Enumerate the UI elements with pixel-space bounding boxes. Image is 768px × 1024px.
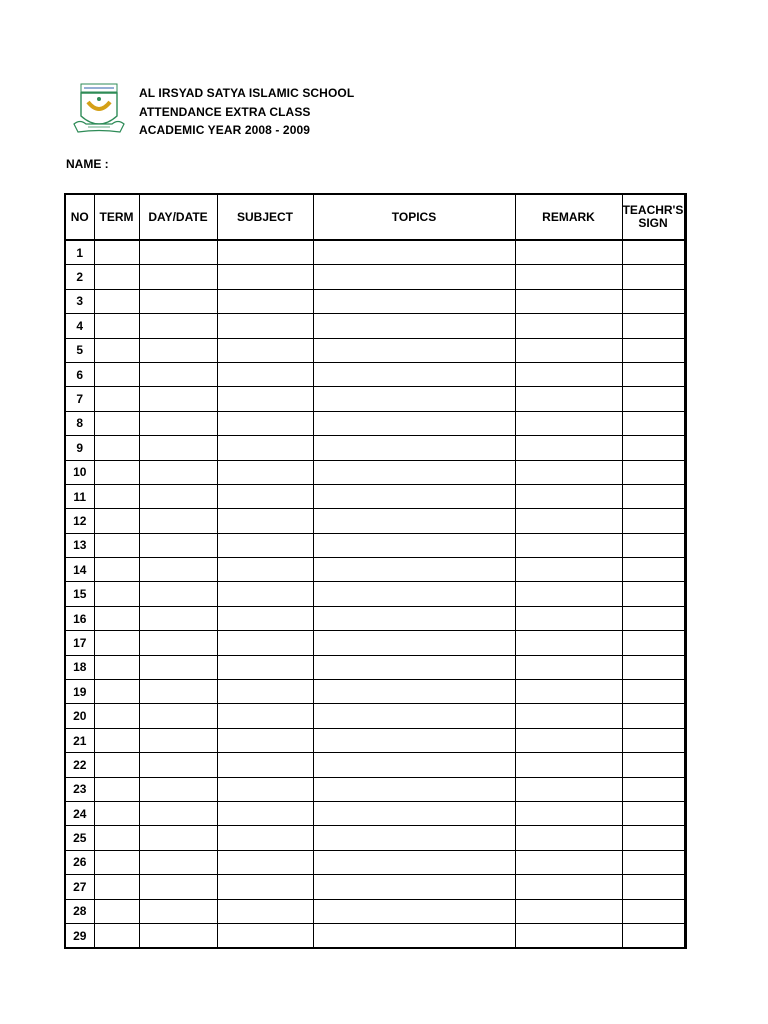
table-row xyxy=(65,411,685,435)
cell-day-date[interactable] xyxy=(139,826,217,850)
cell-day-date[interactable] xyxy=(139,899,217,923)
cell-subject[interactable] xyxy=(217,728,313,752)
cell-remark[interactable] xyxy=(515,558,622,582)
cell-topics[interactable] xyxy=(313,704,515,728)
cell-remark[interactable] xyxy=(515,362,622,386)
row-number: 29 xyxy=(65,923,94,948)
col-header-day-date: DAY/DATE xyxy=(139,194,217,240)
cell-term[interactable] xyxy=(94,680,139,704)
cell-term[interactable] xyxy=(94,582,139,606)
cell-day-date[interactable] xyxy=(139,850,217,874)
cell-term[interactable] xyxy=(94,728,139,752)
table-body xyxy=(65,240,685,948)
row-number: 2 xyxy=(65,265,94,289)
row-number: 8 xyxy=(65,411,94,435)
cell-remark[interactable] xyxy=(515,582,622,606)
cell-subject[interactable] xyxy=(217,704,313,728)
cell-remark[interactable] xyxy=(515,655,622,679)
col-header-subject: SUBJECT xyxy=(217,194,313,240)
school-crest-icon xyxy=(72,82,126,138)
row-number: 7 xyxy=(65,387,94,411)
cell-day-date[interactable] xyxy=(139,704,217,728)
cell-day-date[interactable] xyxy=(139,582,217,606)
row-number: 25 xyxy=(65,826,94,850)
cell-topics[interactable] xyxy=(313,460,515,484)
table-row xyxy=(65,704,685,728)
cell-topics[interactable] xyxy=(313,582,515,606)
cell-topics[interactable] xyxy=(313,850,515,874)
cell-day-date[interactable] xyxy=(139,801,217,825)
table-row xyxy=(65,753,685,777)
table-header-row xyxy=(65,194,685,240)
cell-subject[interactable] xyxy=(217,582,313,606)
cell-remark[interactable] xyxy=(515,826,622,850)
cell-teacher-sign[interactable] xyxy=(622,338,685,362)
row-number: 27 xyxy=(65,875,94,899)
cell-day-date[interactable] xyxy=(139,484,217,508)
cell-teacher-sign[interactable] xyxy=(622,680,685,704)
cell-term[interactable] xyxy=(94,631,139,655)
cell-subject[interactable] xyxy=(217,899,313,923)
cell-subject[interactable] xyxy=(217,631,313,655)
cell-remark[interactable] xyxy=(515,631,622,655)
cell-teacher-sign[interactable] xyxy=(622,436,685,460)
school-name: AL IRSYAD SATYA ISLAMIC SCHOOL xyxy=(139,86,355,100)
cell-teacher-sign[interactable] xyxy=(622,387,685,411)
col-header-remark: REMARK xyxy=(515,194,622,240)
cell-subject[interactable] xyxy=(217,460,313,484)
cell-day-date[interactable] xyxy=(139,875,217,899)
row-number: 24 xyxy=(65,801,94,825)
cell-subject[interactable] xyxy=(217,362,313,386)
cell-term[interactable] xyxy=(94,777,139,801)
cell-subject[interactable] xyxy=(217,240,313,265)
cell-teacher-sign[interactable] xyxy=(622,826,685,850)
cell-remark[interactable] xyxy=(515,728,622,752)
cell-remark[interactable] xyxy=(515,460,622,484)
attendance-table xyxy=(64,193,687,949)
row-number: 28 xyxy=(65,899,94,923)
cell-remark[interactable] xyxy=(515,899,622,923)
cell-remark[interactable] xyxy=(515,240,622,265)
row-number: 10 xyxy=(65,460,94,484)
cell-term[interactable] xyxy=(94,923,139,948)
cell-term[interactable] xyxy=(94,753,139,777)
row-number: 1 xyxy=(65,240,94,265)
cell-remark[interactable] xyxy=(515,436,622,460)
cell-subject[interactable] xyxy=(217,850,313,874)
cell-teacher-sign[interactable] xyxy=(622,631,685,655)
cell-term[interactable] xyxy=(94,460,139,484)
cell-term[interactable] xyxy=(94,509,139,533)
cell-remark[interactable] xyxy=(515,606,622,630)
cell-teacher-sign[interactable] xyxy=(622,801,685,825)
cell-topics[interactable] xyxy=(313,509,515,533)
row-number: 5 xyxy=(65,338,94,362)
cell-teacher-sign[interactable] xyxy=(622,265,685,289)
cell-term[interactable] xyxy=(94,533,139,557)
cell-remark[interactable] xyxy=(515,680,622,704)
cell-day-date[interactable] xyxy=(139,680,217,704)
cell-subject[interactable] xyxy=(217,875,313,899)
col-header-teacher-sign xyxy=(622,194,685,240)
cell-topics[interactable] xyxy=(313,899,515,923)
document-title: ATTENDANCE EXTRA CLASS xyxy=(139,104,311,119)
cell-topics[interactable] xyxy=(313,411,515,435)
row-number: 6 xyxy=(65,362,94,386)
cell-teacher-sign[interactable] xyxy=(622,850,685,874)
cell-topics[interactable] xyxy=(313,533,515,557)
table-row xyxy=(65,923,685,948)
cell-term[interactable] xyxy=(94,704,139,728)
cell-day-date[interactable] xyxy=(139,631,217,655)
cell-subject[interactable] xyxy=(217,436,313,460)
cell-subject[interactable] xyxy=(217,801,313,825)
cell-teacher-sign[interactable] xyxy=(622,606,685,630)
col-header-topics: TOPICS xyxy=(313,194,515,240)
cell-term[interactable] xyxy=(94,362,139,386)
cell-remark[interactable] xyxy=(515,509,622,533)
cell-day-date[interactable] xyxy=(139,265,217,289)
cell-term[interactable] xyxy=(94,558,139,582)
row-number: 12 xyxy=(65,509,94,533)
table-row xyxy=(65,631,685,655)
cell-topics[interactable] xyxy=(313,923,515,948)
table-row xyxy=(65,582,685,606)
row-number: 20 xyxy=(65,704,94,728)
cell-topics[interactable] xyxy=(313,801,515,825)
table-row xyxy=(65,850,685,874)
table-row xyxy=(65,655,685,679)
cell-day-date[interactable] xyxy=(139,338,217,362)
cell-day-date[interactable] xyxy=(139,436,217,460)
cell-term[interactable] xyxy=(94,606,139,630)
cell-teacher-sign[interactable] xyxy=(622,509,685,533)
row-number: 22 xyxy=(65,753,94,777)
cell-topics[interactable] xyxy=(313,240,515,265)
cell-day-date[interactable] xyxy=(139,387,217,411)
cell-teacher-sign[interactable] xyxy=(622,923,685,948)
table-row xyxy=(65,728,685,752)
cell-subject[interactable] xyxy=(217,338,313,362)
cell-topics[interactable] xyxy=(313,558,515,582)
cell-teacher-sign[interactable] xyxy=(622,655,685,679)
cell-term[interactable] xyxy=(94,240,139,265)
table-row xyxy=(65,484,685,508)
cell-day-date[interactable] xyxy=(139,533,217,557)
header-block xyxy=(139,84,354,140)
cell-day-date[interactable] xyxy=(139,606,217,630)
cell-remark[interactable] xyxy=(515,314,622,338)
cell-topics[interactable] xyxy=(313,777,515,801)
table-row xyxy=(65,680,685,704)
table-row xyxy=(65,606,685,630)
cell-day-date[interactable] xyxy=(139,460,217,484)
cell-subject[interactable] xyxy=(217,826,313,850)
cell-term[interactable] xyxy=(94,314,139,338)
cell-teacher-sign[interactable] xyxy=(622,533,685,557)
row-number: 26 xyxy=(65,850,94,874)
row-number: 3 xyxy=(65,289,94,313)
cell-topics[interactable] xyxy=(313,680,515,704)
cell-term[interactable] xyxy=(94,826,139,850)
row-number: 15 xyxy=(65,582,94,606)
cell-subject[interactable] xyxy=(217,484,313,508)
col-header-term: TERM xyxy=(94,194,139,240)
cell-remark[interactable] xyxy=(515,850,622,874)
cell-topics[interactable] xyxy=(313,875,515,899)
table-row xyxy=(65,533,685,557)
row-number: 23 xyxy=(65,777,94,801)
cell-subject[interactable] xyxy=(217,777,313,801)
cell-topics[interactable] xyxy=(313,289,515,313)
cell-remark[interactable] xyxy=(515,923,622,948)
cell-topics[interactable] xyxy=(313,606,515,630)
cell-day-date[interactable] xyxy=(139,362,217,386)
cell-subject[interactable] xyxy=(217,314,313,338)
cell-teacher-sign[interactable] xyxy=(622,875,685,899)
cell-teacher-sign[interactable] xyxy=(622,558,685,582)
cell-topics[interactable] xyxy=(313,753,515,777)
cell-subject[interactable] xyxy=(217,923,313,948)
cell-subject[interactable] xyxy=(217,680,313,704)
cell-remark[interactable] xyxy=(515,289,622,313)
cell-topics[interactable] xyxy=(313,338,515,362)
cell-topics[interactable] xyxy=(313,314,515,338)
table-row xyxy=(65,558,685,582)
cell-day-date[interactable] xyxy=(139,558,217,582)
cell-remark[interactable] xyxy=(515,484,622,508)
cell-day-date[interactable] xyxy=(139,509,217,533)
cell-term[interactable] xyxy=(94,850,139,874)
cell-subject[interactable] xyxy=(217,753,313,777)
cell-teacher-sign[interactable] xyxy=(622,460,685,484)
cell-topics[interactable] xyxy=(313,728,515,752)
cell-teacher-sign[interactable] xyxy=(622,411,685,435)
cell-term[interactable] xyxy=(94,387,139,411)
table-row xyxy=(65,826,685,850)
cell-teacher-sign[interactable] xyxy=(622,704,685,728)
cell-remark[interactable] xyxy=(515,875,622,899)
cell-remark[interactable] xyxy=(515,265,622,289)
cell-remark[interactable] xyxy=(515,704,622,728)
cell-remark[interactable] xyxy=(515,777,622,801)
cell-teacher-sign[interactable] xyxy=(622,240,685,265)
table-row xyxy=(65,777,685,801)
row-number: 11 xyxy=(65,484,94,508)
row-number: 4 xyxy=(65,314,94,338)
cell-subject[interactable] xyxy=(217,655,313,679)
cell-day-date[interactable] xyxy=(139,240,217,265)
cell-subject[interactable] xyxy=(217,606,313,630)
cell-day-date[interactable] xyxy=(139,728,217,752)
table-row xyxy=(65,362,685,386)
cell-remark[interactable] xyxy=(515,801,622,825)
cell-topics[interactable] xyxy=(313,631,515,655)
cell-subject[interactable] xyxy=(217,533,313,557)
cell-term[interactable] xyxy=(94,875,139,899)
cell-day-date[interactable] xyxy=(139,923,217,948)
cell-term[interactable] xyxy=(94,265,139,289)
cell-term[interactable] xyxy=(94,899,139,923)
cell-day-date[interactable] xyxy=(139,655,217,679)
cell-teacher-sign[interactable] xyxy=(622,777,685,801)
row-number: 19 xyxy=(65,680,94,704)
cell-term[interactable] xyxy=(94,289,139,313)
cell-topics[interactable] xyxy=(313,362,515,386)
table-row xyxy=(65,387,685,411)
cell-subject[interactable] xyxy=(217,289,313,313)
table-row xyxy=(65,899,685,923)
cell-day-date[interactable] xyxy=(139,753,217,777)
row-number: 9 xyxy=(65,436,94,460)
table-row xyxy=(65,875,685,899)
table-row xyxy=(65,338,685,362)
cell-subject[interactable] xyxy=(217,265,313,289)
cell-teacher-sign[interactable] xyxy=(622,314,685,338)
table-row xyxy=(65,436,685,460)
cell-topics[interactable] xyxy=(313,826,515,850)
cell-remark[interactable] xyxy=(515,753,622,777)
cell-day-date[interactable] xyxy=(139,777,217,801)
cell-topics[interactable] xyxy=(313,655,515,679)
table-row xyxy=(65,509,685,533)
cell-term[interactable] xyxy=(94,338,139,362)
cell-teacher-sign[interactable] xyxy=(622,899,685,923)
teacher-sign-line2: SIGN xyxy=(638,216,668,230)
name-label: NAME : xyxy=(66,157,109,171)
cell-teacher-sign[interactable] xyxy=(622,582,685,606)
cell-subject[interactable] xyxy=(217,387,313,411)
cell-term[interactable] xyxy=(94,655,139,679)
cell-teacher-sign[interactable] xyxy=(622,753,685,777)
table-row xyxy=(65,460,685,484)
cell-topics[interactable] xyxy=(313,387,515,411)
cell-day-date[interactable] xyxy=(139,314,217,338)
cell-remark[interactable] xyxy=(515,533,622,557)
cell-subject[interactable] xyxy=(217,509,313,533)
table-row xyxy=(65,314,685,338)
cell-remark[interactable] xyxy=(515,387,622,411)
cell-term[interactable] xyxy=(94,484,139,508)
cell-topics[interactable] xyxy=(313,265,515,289)
cell-topics[interactable] xyxy=(313,436,515,460)
cell-subject[interactable] xyxy=(217,558,313,582)
cell-day-date[interactable] xyxy=(139,289,217,313)
table-row xyxy=(65,240,685,265)
row-number: 21 xyxy=(65,728,94,752)
table-row xyxy=(65,801,685,825)
row-number: 13 xyxy=(65,533,94,557)
teacher-sign-line1: TEACHR'S xyxy=(622,203,684,217)
table-row xyxy=(65,289,685,313)
cell-term[interactable] xyxy=(94,436,139,460)
cell-teacher-sign[interactable] xyxy=(622,289,685,313)
cell-subject[interactable] xyxy=(217,411,313,435)
academic-year: ACADEMIC YEAR 2008 - 2009 xyxy=(139,123,311,137)
cell-term[interactable] xyxy=(94,411,139,435)
row-number: 14 xyxy=(65,558,94,582)
row-number: 16 xyxy=(65,606,94,630)
cell-teacher-sign[interactable] xyxy=(622,728,685,752)
cell-term[interactable] xyxy=(94,801,139,825)
cell-teacher-sign[interactable] xyxy=(622,362,685,386)
cell-remark[interactable] xyxy=(515,338,622,362)
row-number: 18 xyxy=(65,655,94,679)
col-header-no: NO xyxy=(65,194,94,240)
cell-remark[interactable] xyxy=(515,411,622,435)
cell-teacher-sign[interactable] xyxy=(622,484,685,508)
row-number: 17 xyxy=(65,631,94,655)
cell-topics[interactable] xyxy=(313,484,515,508)
table-row xyxy=(65,265,685,289)
cell-day-date[interactable] xyxy=(139,411,217,435)
